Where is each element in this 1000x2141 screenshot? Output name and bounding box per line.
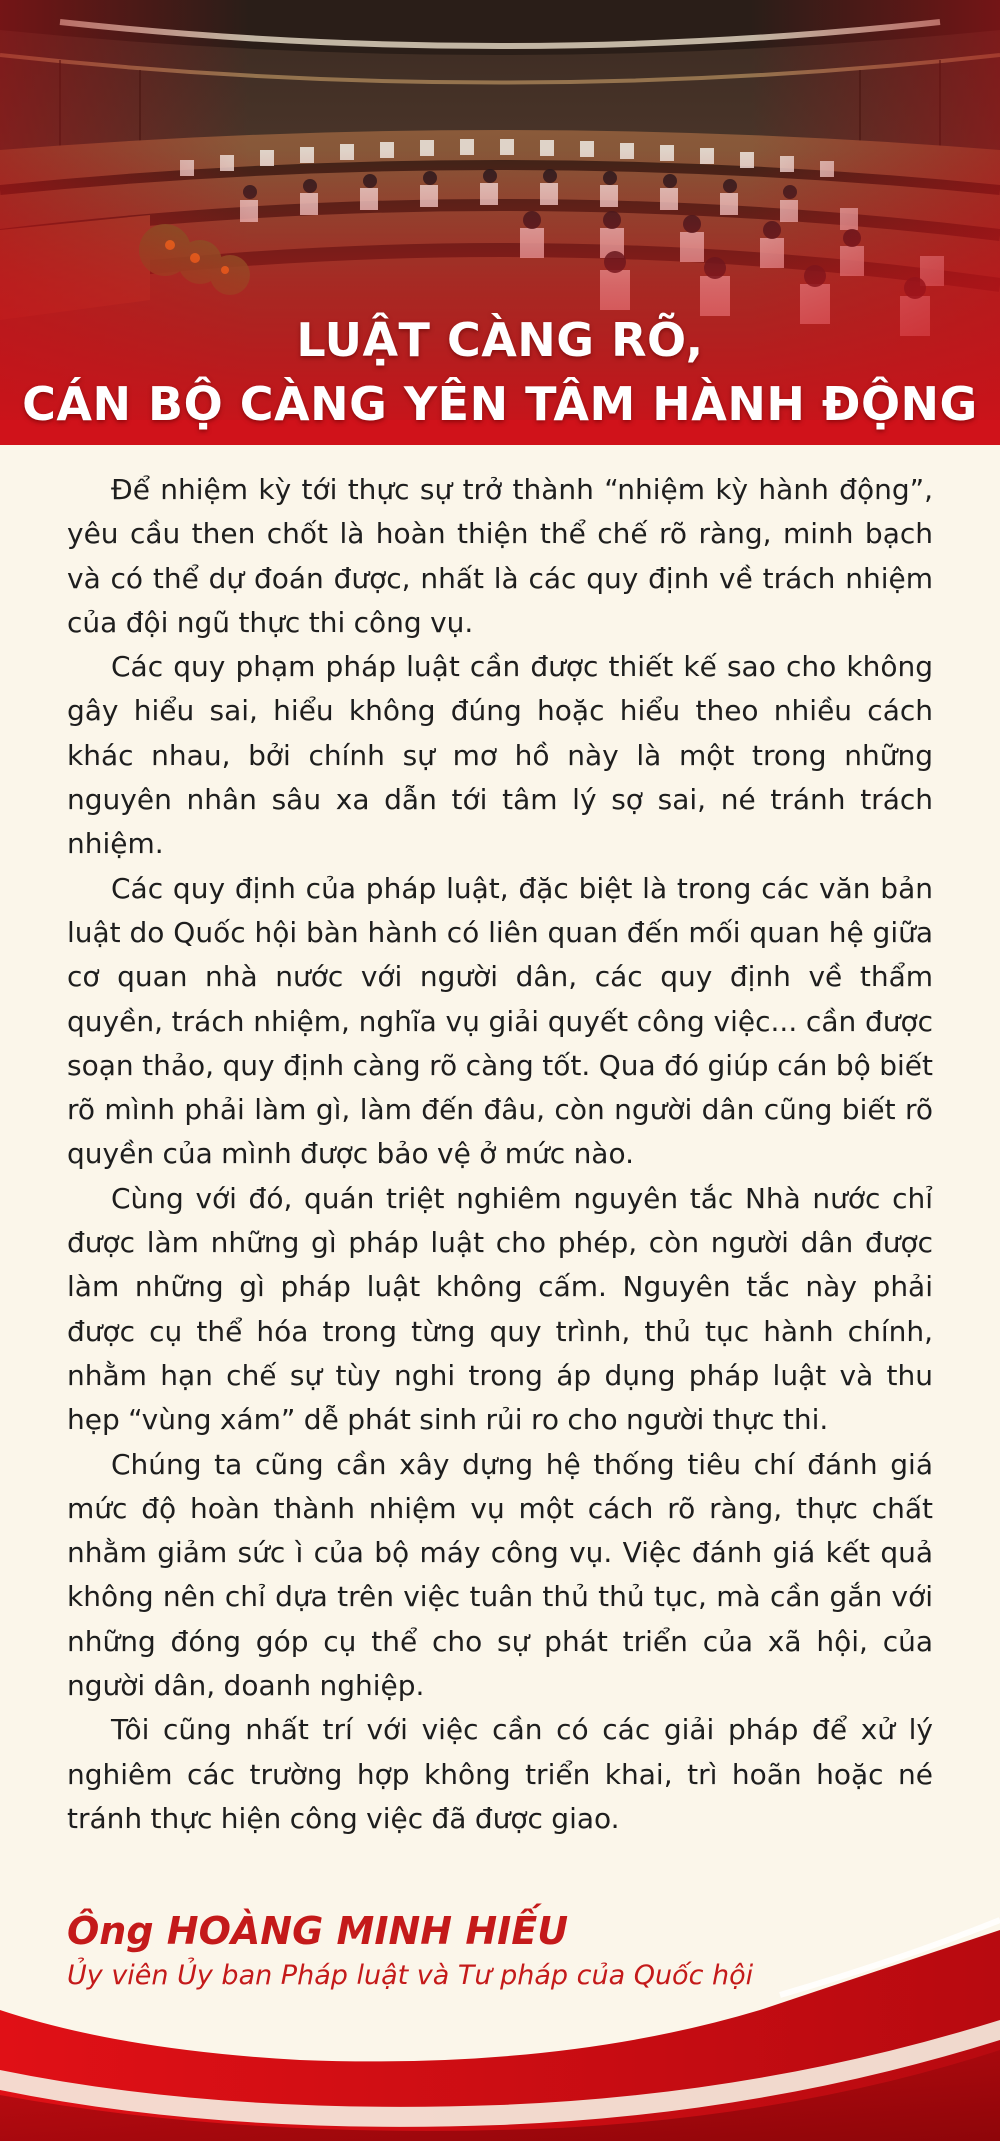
headline-line-2: CÁN BỘ CÀNG YÊN TÂM HÀNH ĐỘNG [22, 377, 978, 431]
author-name: Ông HOÀNG MINH HIẾU [67, 1909, 569, 1953]
paragraph: Tôi cũng nhất trí với việc cần có các giải pháp để xử lý nghiêm các trường hợp không triển khai, trì hoãn hoặc né tránh thực hiện công việc đã được giao. [67, 1713, 933, 1835]
headline-line-1: LUẬT CÀNG RÕ, [296, 313, 704, 367]
headline [0, 308, 1000, 436]
paragraph: Chúng ta cũng cần xây dựng hệ thống tiêu chí đánh giá mức độ hoàn thành nhiệm vụ một cách rõ ràng, thực chất nhằm giảm sức ì của bộ máy công vụ. Việc đánh giá kết quả không nên chỉ dựa trên việc tuân thủ thủ tục, mà cần gắn với những đóng góp cụ thể cho sự phát triển của xã hội, của người dân, doanh nghiệp. [67, 1447, 933, 1703]
article-body [67, 468, 933, 1841]
paragraph: Các quy định của pháp luật, đặc biệt là trong các văn bản luật do Quốc hội bàn hành có liên quan đến mối quan hệ giữa cơ quan nhà nước với người dân, các quy định về thẩm quyền, trách nhiệm, nghĩa vụ giải quyết công việc... cần được soạn thảo, quy định càng rõ càng tốt. Qua đó giúp cán bộ biết rõ mình phải làm gì, làm đến đâu, còn người dân cũng biết rõ quyền của mình được bảo vệ ở mức nào. [67, 871, 933, 1171]
header-banner [0, 0, 1000, 445]
paragraph: Để nhiệm kỳ tới thực sự trở thành “nhiệm kỳ hành động”, yêu cầu then chốt là hoàn thiện thể chế rõ ràng, minh bạch và có thể dự đoán được, nhất là các quy định về trách nhiệm của đội ngũ thực thi công vụ. [67, 473, 933, 639]
author-role: Ủy viên Ủy ban Pháp luật và Tư pháp của Quốc hội [67, 1960, 754, 1991]
paragraph: Cùng với đó, quán triệt nghiêm nguyên tắc Nhà nước chỉ được làm những gì pháp luật cho phép, còn người dân được làm những gì pháp luật không cấm. Nguyên tắc này phải được cụ thể hóa trong từng quy trình, thủ tục hành chính, nhằm hạn chế sự tùy nghi trong áp dụng pháp luật và thu hẹp “vùng xám” dễ phát sinh rủi ro cho người thực thi. [67, 1181, 933, 1437]
paragraph: Các quy phạm pháp luật cần được thiết kế sao cho không gây hiểu sai, hiểu không đúng hoặc hiểu theo nhiều cách khác nhau, bởi chính sự mơ hồ này là một trong những nguyên nhân sâu xa dẫn tới tâm lý sợ sai, né tránh trách nhiệm. [67, 650, 933, 861]
